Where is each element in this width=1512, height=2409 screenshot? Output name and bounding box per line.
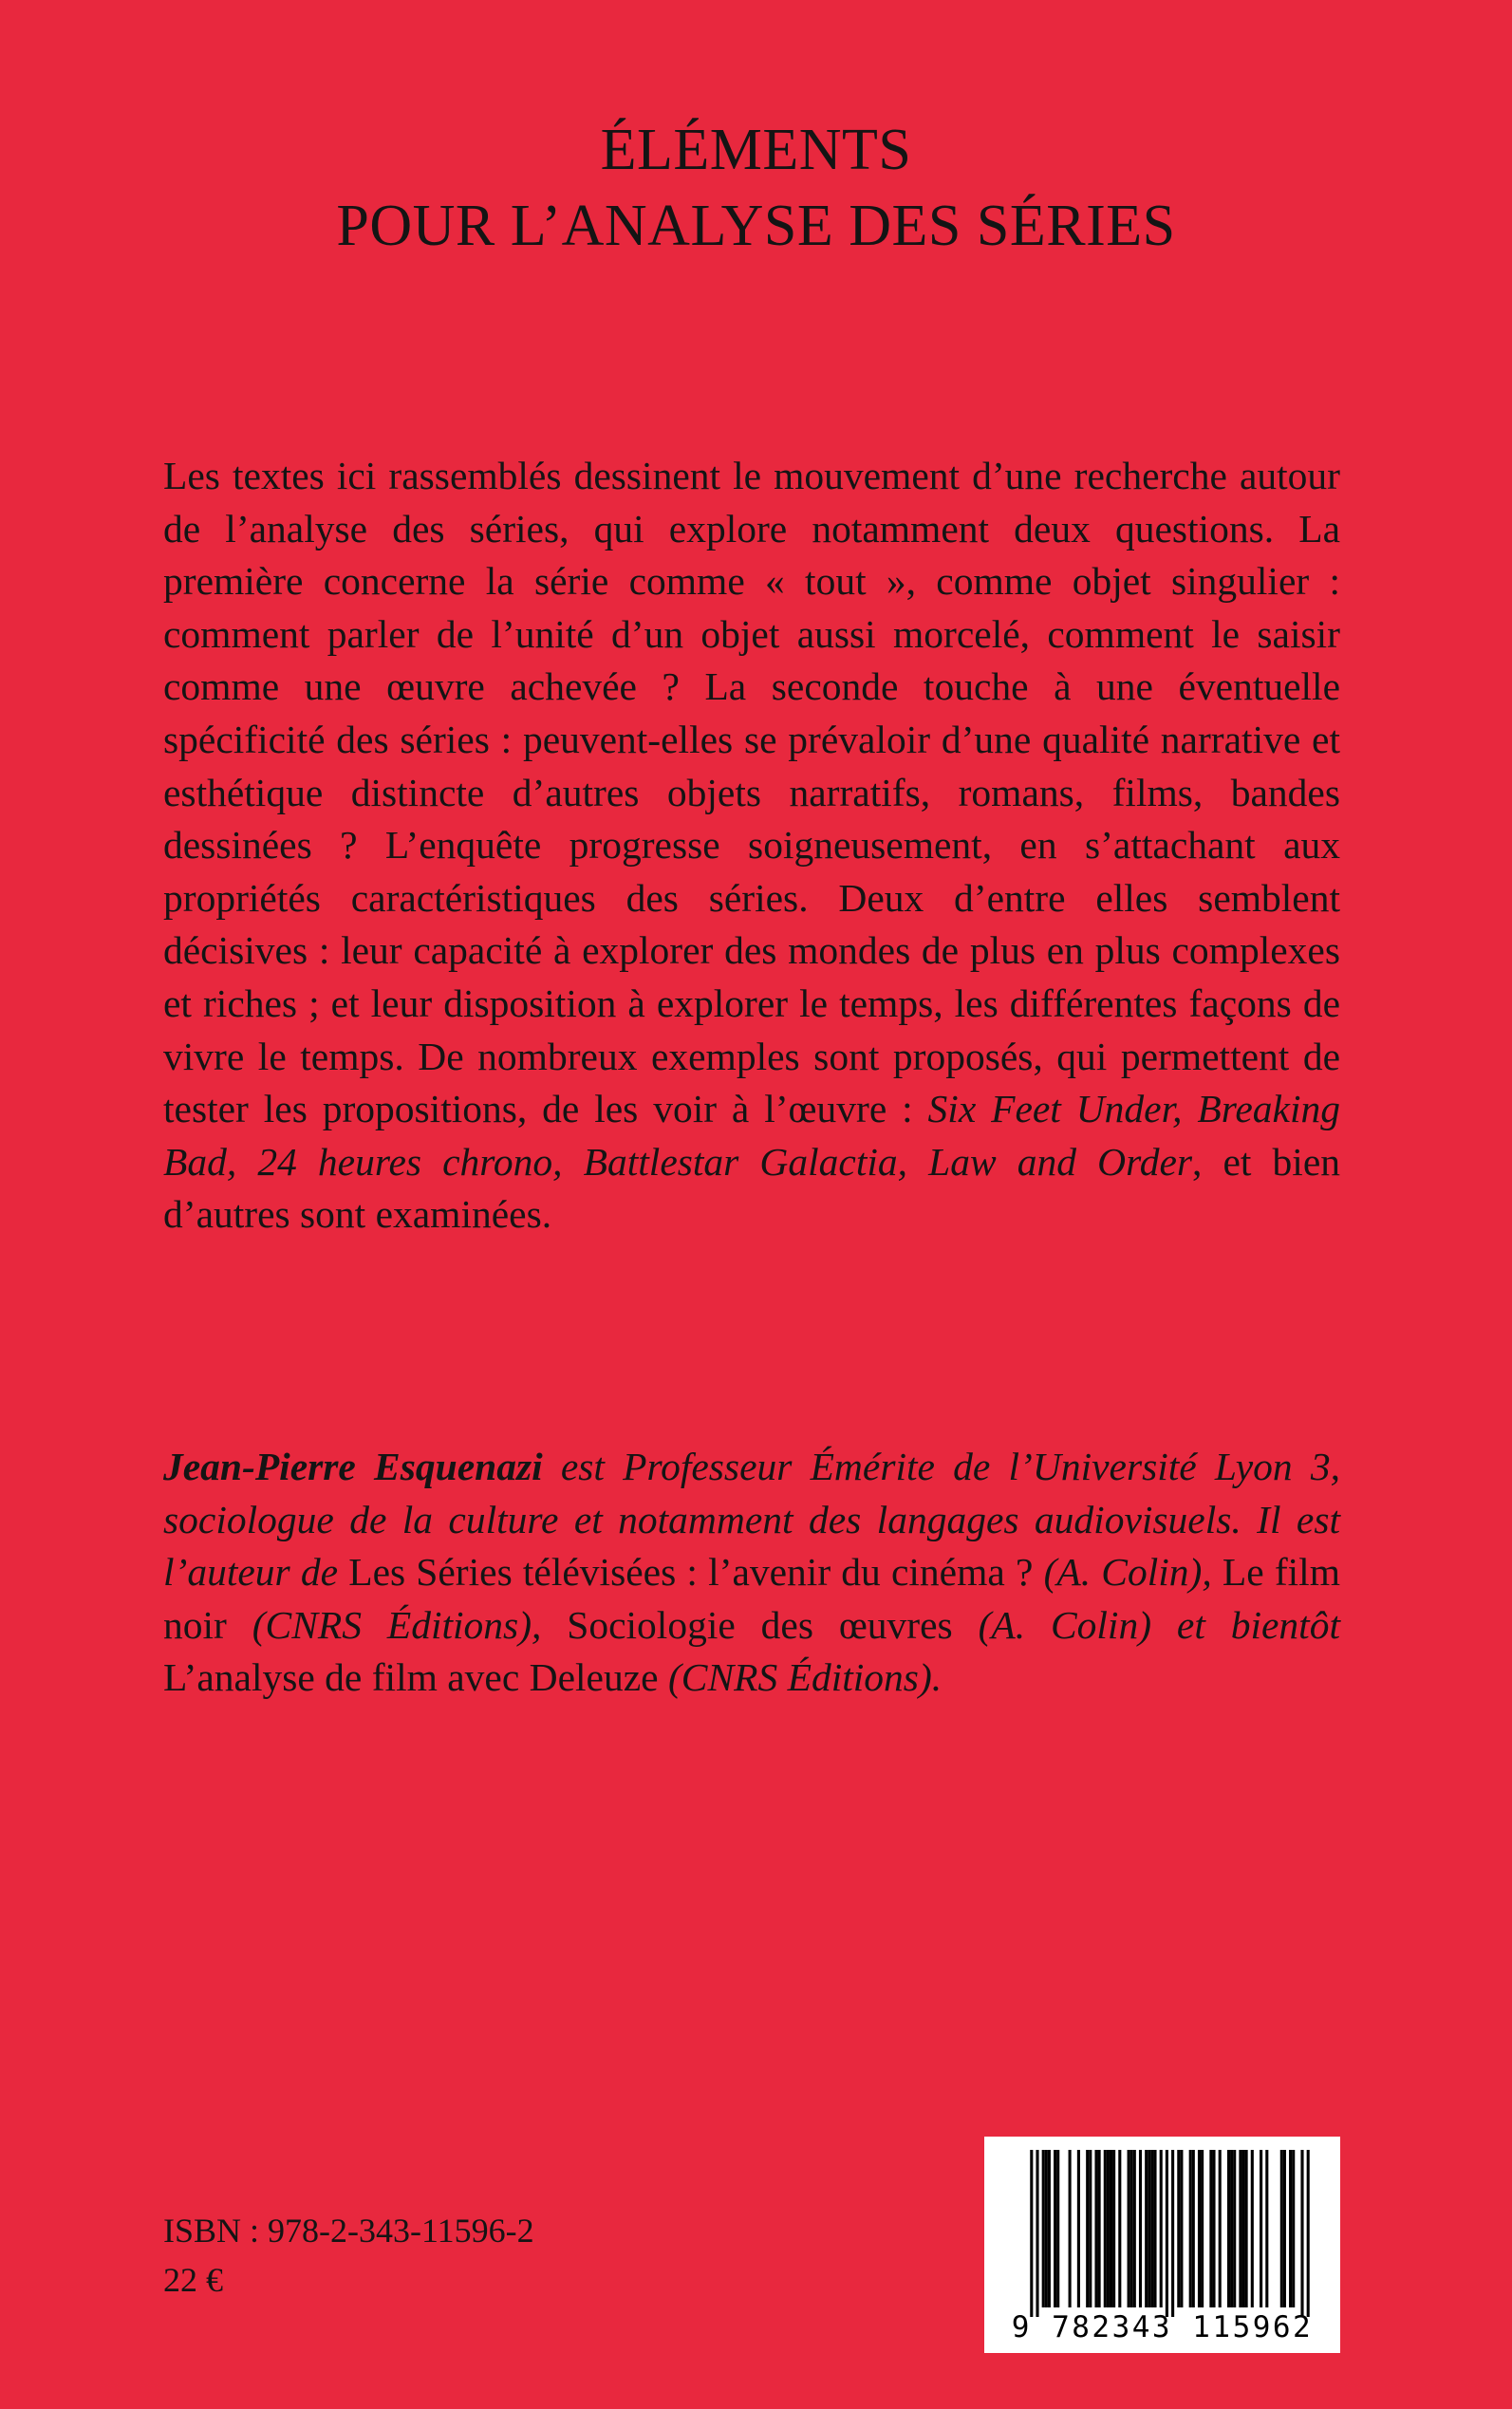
barcode-bar <box>1189 2150 1192 2307</box>
book-title-2: Le film noir <box>163 1550 1340 1647</box>
bio-paragraph <box>163 1441 1340 1705</box>
barcode-bar <box>1153 2150 1156 2307</box>
author-bio <box>163 1441 1340 1705</box>
summary-paragraph <box>163 450 1340 1242</box>
barcode-bar <box>1283 2150 1286 2307</box>
barcode-bar <box>1110 2150 1112 2307</box>
barcode-bar <box>1233 2150 1236 2307</box>
barcode-bar <box>1180 2150 1183 2307</box>
barcode-bar <box>1128 2150 1130 2307</box>
barcode-bar <box>1212 2150 1215 2307</box>
barcode-bar <box>1166 2150 1168 2317</box>
barcode-bar <box>1086 2150 1089 2307</box>
barcode-bar <box>1227 2150 1230 2307</box>
barcode-bar <box>1048 2150 1051 2307</box>
barcode-bar <box>1292 2150 1295 2307</box>
book-title-4: L’analyse de film avec Deleuze <box>163 1655 659 1700</box>
barcode-bar <box>1192 2150 1195 2307</box>
publisher-2: (CNRS Éditions), <box>226 1602 568 1647</box>
barcode-bar <box>1139 2150 1142 2307</box>
barcode-bar <box>1171 2150 1174 2317</box>
barcode-bar <box>1036 2150 1038 2317</box>
publisher-1: (A. Colin), <box>1033 1550 1223 1595</box>
barcode-bar <box>1145 2150 1148 2307</box>
barcode-bar <box>1160 2150 1163 2307</box>
barcode-bar <box>1148 2150 1150 2307</box>
barcode-bar <box>1300 2150 1303 2317</box>
title-line-2: POUR L’ANALYSE DES SÉRIES <box>336 194 1176 258</box>
barcode-bar <box>1077 2150 1080 2307</box>
barcode-digits: 9 782343 115962 <box>1011 2310 1314 2344</box>
barcode-bar <box>1030 2150 1033 2317</box>
series-titles: Six Feet Under, Breaking Bad, 24 heures chrono, Battlestar Galactia, Law and Order <box>163 1087 1340 1184</box>
author-name: Jean-Pierre Esquenazi <box>163 1445 543 1488</box>
barcode-bar <box>1265 2150 1268 2307</box>
barcode-bar <box>1045 2150 1048 2307</box>
summary-block <box>163 450 1340 1242</box>
barcode-bar <box>1094 2150 1097 2307</box>
summary-text: Les textes ici rassemblés dessinent le mouvement d’une recherche autour de l’analyse des séries, qui explore notamment deux questions. La première concerne la série comme « tout », comme objet singulier : comment parler de l’unité d’un objet aussi morcelé, comment le saisir comme une œuvre achevée ? La seconde touche à une éventuelle spécificité des séries : peuvent-elles se prévaloir d’une qualité narrative et esthétique distincte d’autres objets narratifs, romans, films, bandes dessinées ? L’enquête progresse soigneusement, en s’attachant aux propriétés caractéristiques des séries. Deux d’entre elles semblent décisives : leur capacité à explorer des mondes de plus en plus complexes et riches ; et leur disposition à explorer le temps, les différentes façons de vivre le temps. De nombreux exemples sont proposés, qui permettent de tester les propositions, de les voir à l’œuvre : <box>163 454 1340 1131</box>
barcode-bar <box>1245 2150 1248 2307</box>
barcode-bar <box>1112 2150 1115 2307</box>
barcode <box>984 2137 1340 2353</box>
barcode-bar <box>1056 2150 1059 2307</box>
barcode-bar <box>1241 2150 1244 2307</box>
barcode-bar <box>1239 2150 1241 2307</box>
barcode-bar <box>1177 2150 1180 2307</box>
book-title-1: Les Séries télévisées : l’avenir du cinéma ? <box>348 1550 1034 1595</box>
barcode-bar <box>1069 2150 1072 2307</box>
book-title <box>0 112 1512 264</box>
isbn-label: ISBN : 978-2-343-11596-2 <box>163 2212 534 2250</box>
summary-ending: , et bien d’autres sont examinées. <box>163 1139 1340 1237</box>
barcode-bar <box>1130 2150 1133 2307</box>
publisher-4: (CNRS Éditions). <box>658 1655 943 1700</box>
barcode-bar <box>1251 2150 1254 2307</box>
barcode-bar <box>1219 2150 1222 2307</box>
barcode-bar <box>1104 2150 1107 2307</box>
barcode-bar <box>1107 2150 1110 2307</box>
barcode-bar <box>1089 2150 1092 2307</box>
barcode-bar <box>1289 2150 1292 2307</box>
barcode-bar <box>1307 2150 1310 2317</box>
barcode-bar <box>1054 2150 1056 2307</box>
book-title-3: Sociologie des œuvres <box>567 1602 953 1647</box>
barcode-bar <box>1230 2150 1233 2307</box>
bio-intro: est Professeur Émérite de l’Université Lyon 3, sociologue de la culture et notamment des langages audiovisuels. Il est l’auteur de <box>163 1445 1340 1595</box>
barcode-bar <box>1198 2150 1201 2307</box>
barcode-bar <box>1260 2150 1262 2307</box>
barcode-bar <box>1201 2150 1204 2307</box>
barcode-bar <box>1133 2150 1136 2307</box>
title-line-1: ÉLÉMENTS <box>600 118 912 182</box>
barcode-bar <box>1118 2150 1121 2307</box>
barcode-bar <box>1042 2150 1045 2307</box>
barcode-bar <box>1280 2150 1283 2307</box>
barcode-bar <box>1098 2150 1101 2307</box>
price-label: 22 € <box>163 2261 223 2299</box>
publisher-3: (A. Colin) et bientôt <box>952 1602 1340 1647</box>
barcode-bar <box>1150 2150 1153 2307</box>
barcode-bar <box>1209 2150 1212 2307</box>
